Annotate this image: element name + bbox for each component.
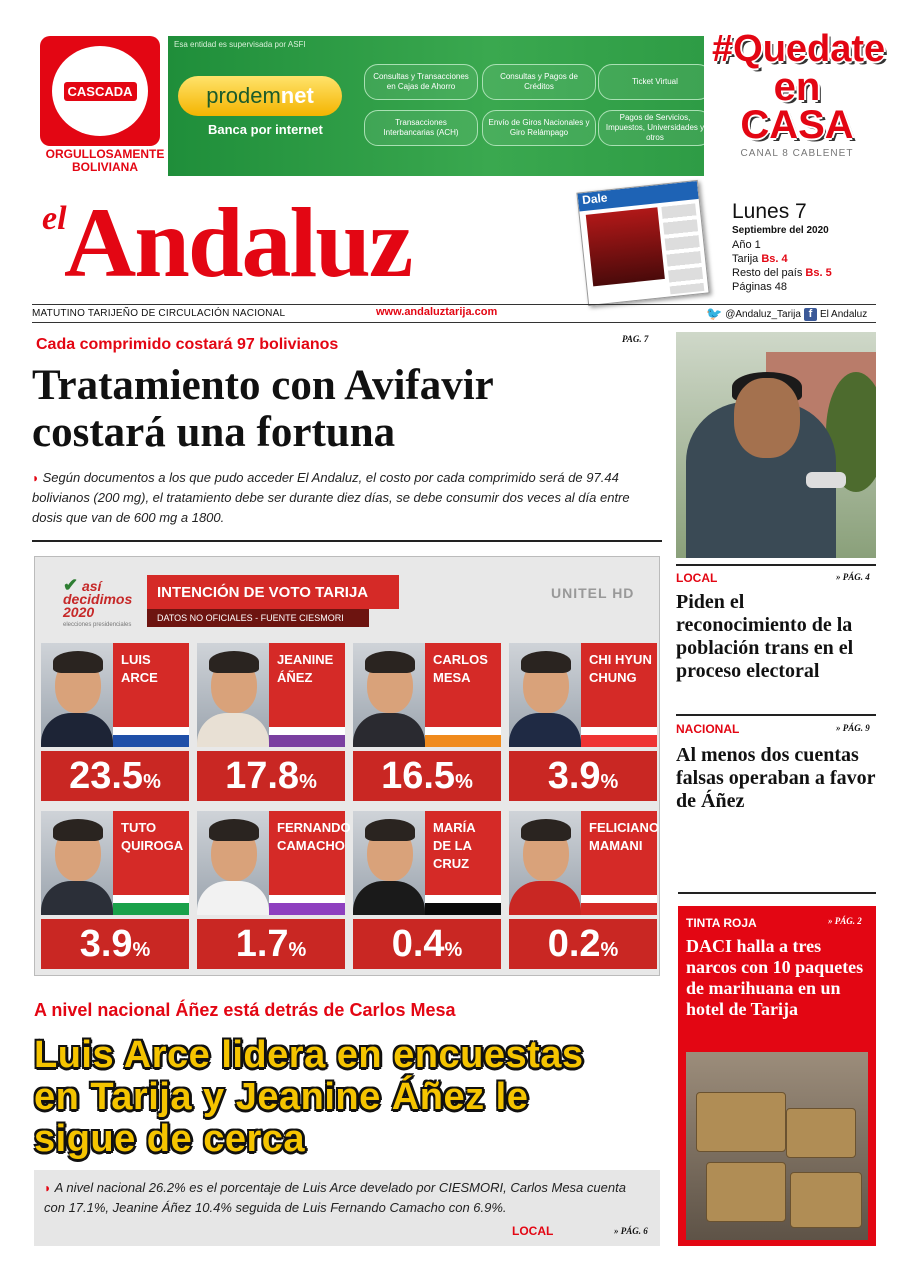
quedate-line: #Quedate — [712, 28, 886, 70]
masthead-title[interactable]: Andaluz — [64, 187, 412, 298]
story3-headline[interactable]: DACI halla a tres narcos con 10 paquetes de marihuana en un hotel de Tarija — [686, 936, 864, 1019]
website-link[interactable]: www.andaluztarija.com — [376, 306, 498, 318]
poll-graphic — [34, 556, 660, 976]
quedate-line: en — [773, 65, 821, 109]
candidate-party-color — [425, 895, 501, 915]
interview-photo — [676, 332, 876, 558]
candidate-party-color — [269, 895, 345, 915]
candidate-percentage: 0.2 % — [509, 919, 657, 969]
candidate-percentage: 3.9 % — [41, 919, 189, 969]
prodem-service: Envío de Giros Nacionales y Giro Relámpago — [482, 110, 596, 146]
story2-section: NACIONAL — [676, 722, 740, 736]
story2-headline[interactable]: Al menos dos cuentas falsas operaban a favor de Áñez — [676, 744, 876, 812]
candidate-percentage: 0.4 % — [353, 919, 501, 969]
social-links — [706, 306, 867, 322]
candidate-photo — [509, 811, 581, 915]
column-rule — [678, 892, 876, 894]
story3-section: TINTA ROJA — [686, 916, 757, 930]
prodem-service: Consultas y Pagos de Créditos — [482, 64, 596, 100]
prodem-tagline: Banca por internet — [208, 122, 323, 137]
twitter-handle[interactable]: @Andaluz_Tarija — [725, 308, 801, 320]
candidate-name: MARÍA DE LA CRUZ — [425, 811, 501, 895]
candidate-card — [197, 643, 345, 803]
page-count: Páginas 48 — [732, 281, 788, 293]
candidate-party-color — [269, 727, 345, 747]
candidate-card — [353, 643, 501, 803]
prodem-service: Consultas y Transacciones en Cajas de Ahorro — [364, 64, 478, 100]
checkmark-icon: ✔ — [63, 575, 79, 595]
candidate-party-color — [113, 727, 189, 747]
edition-info — [732, 200, 882, 294]
facebook-handle[interactable]: El Andaluz — [819, 308, 868, 320]
candidate-party-color — [113, 895, 189, 915]
tinta-roja-box[interactable] — [678, 906, 876, 1246]
second-page-ref[interactable]: » PÁG. 6 — [614, 1226, 648, 1236]
candidate-photo — [41, 811, 113, 915]
quedate-line: CASA — [740, 103, 854, 147]
candidate-photo — [353, 811, 425, 915]
prodem-service: Ticket Virtual — [598, 64, 704, 100]
candidate-party-color — [425, 727, 501, 747]
candidate-photo — [509, 643, 581, 747]
prodem-logo: prodem net — [178, 76, 342, 116]
cascada-slogan: ORGULLOSAMENTE BOLIVIANA — [45, 147, 165, 174]
candidate-name: CARLOS MESA — [425, 643, 501, 727]
supplement-side — [661, 203, 704, 294]
candidate-percentage: 1.7 % — [197, 919, 345, 969]
candidate-name: FERNANDO CAMACHO — [269, 811, 345, 895]
facebook-icon: f — [804, 308, 817, 321]
lead-deck: ◗ Según documentos a los que pudo acceder El Andaluz, el costo por cada comprimido será de 97.44 bolivianos (200 mg), el tratamiento debe ser durante diez días, se debe consumir dos veces al día entre dosis que van de 600 mg a 1800. — [32, 470, 630, 525]
poll-subtitle: DATOS NO OFICIALES - FUENTE CIESMORI — [147, 609, 369, 627]
candidate-percentage: 3.9 % — [509, 751, 657, 801]
candidate-card — [509, 643, 657, 803]
edition-year: Año 1 — [732, 239, 761, 251]
twitter-icon: 🐦 — [706, 306, 723, 321]
second-section: LOCAL — [512, 1224, 554, 1238]
candidate-card — [353, 811, 501, 971]
quedate-canal: CANAL 8 CABLENET — [740, 148, 854, 159]
price-resto: Resto del país Bs. 5 — [732, 267, 832, 279]
evidence-photo — [686, 1052, 868, 1240]
prodem-note: Esa entidad es supervisada por ASFI — [174, 40, 306, 49]
candidate-name: LUIS ARCE — [113, 643, 189, 727]
candidate-party-color — [581, 895, 657, 915]
candidate-percentage: 16.5 % — [353, 751, 501, 801]
lead-page-ref[interactable]: PAG. 7 — [622, 334, 649, 344]
second-headline[interactable]: Luis Arce lidera en encuestas en Tarija y Jeanine Áñez le sigue de cerca — [34, 1034, 584, 1160]
masthead-tagline: MATUTINO TARIJEÑO DE CIRCULACIÓN NACIONAL — [32, 308, 286, 319]
candidate-photo — [41, 643, 113, 747]
candidate-photo — [197, 643, 269, 747]
cascada-logo — [40, 36, 160, 146]
cascada-name: CASCADA — [64, 82, 137, 101]
candidate-photo — [197, 811, 269, 915]
bullet-icon: ◗ — [44, 1181, 55, 1195]
edition-day: Lunes 7 — [732, 200, 807, 223]
asi-decidimos-logo: ✔ así decidimos 2020 elecciones presidenciales — [63, 575, 133, 628]
story2-page-ref[interactable]: » PÁG. 9 — [836, 723, 870, 733]
edition-date: Septiembre del 2020 — [732, 225, 829, 236]
cascada-ad[interactable] — [40, 36, 165, 176]
candidate-card — [41, 643, 189, 803]
masthead-el: el — [42, 200, 67, 237]
poll-title: INTENCIÓN DE VOTO TARIJA — [147, 575, 399, 609]
unitel-logo: UNITEL HD — [551, 585, 635, 601]
candidate-name: CHI HYUN CHUNG — [581, 643, 657, 727]
prodem-ad[interactable] — [168, 36, 704, 176]
story1-headline[interactable]: Piden el reconocimiento de la población trans en el proceso electoral — [676, 591, 854, 682]
masthead-rule — [32, 322, 876, 323]
story1-section: LOCAL — [676, 571, 718, 585]
candidate-percentage: 23.5 % — [41, 751, 189, 801]
prodem-service: Transacciones Interbancarias (ACH) — [364, 110, 478, 146]
candidate-name: JEANINE ÁÑEZ — [269, 643, 345, 727]
second-deck: ◗ A nivel nacional 26.2% es el porcentaje de Luis Arce develado por CIESMORI, Carlos Mesa cuenta con 17.1%, Jeanine Áñez 10.4% seguida de Luis Fernando Camacho con 6.9%. — [34, 1170, 660, 1246]
supplement-cover[interactable] — [576, 180, 709, 306]
quedate-en-casa-ad[interactable] — [712, 28, 886, 190]
column-rule — [676, 564, 876, 566]
candidate-card — [197, 811, 351, 971]
story3-page-ref[interactable]: » PÁG. 2 — [828, 916, 862, 926]
candidate-percentage: 17.8 % — [197, 751, 345, 801]
candidate-party-color — [581, 727, 657, 747]
candidate-name: FELICIANO MAMANI — [581, 811, 657, 895]
candidate-card — [509, 811, 660, 971]
lead-kicker: Cada comprimido costará 97 bolivianos — [36, 336, 339, 353]
candidate-photo — [353, 643, 425, 747]
price-tarija: Tarija Bs. 4 — [732, 253, 788, 265]
column-rule — [676, 714, 876, 716]
supplement-brand: Dale — [577, 181, 698, 211]
candidate-name: TUTO QUIROGA — [113, 811, 189, 895]
masthead-rule — [32, 304, 876, 305]
lead-headline[interactable]: Tratamiento con Avifavir costará una fortuna — [32, 362, 494, 456]
prodem-service: Pagos de Servicios, Impuestos, Universidades y otros — [598, 110, 704, 146]
candidate-card — [41, 811, 189, 971]
second-kicker: A nivel nacional Áñez está detrás de Carlos Mesa — [34, 1000, 456, 1020]
lead-rule — [32, 540, 662, 542]
supplement-image — [586, 207, 665, 286]
bullet-icon: ◗ — [32, 471, 43, 485]
story1-page-ref[interactable]: » PÁG. 4 — [836, 572, 870, 582]
